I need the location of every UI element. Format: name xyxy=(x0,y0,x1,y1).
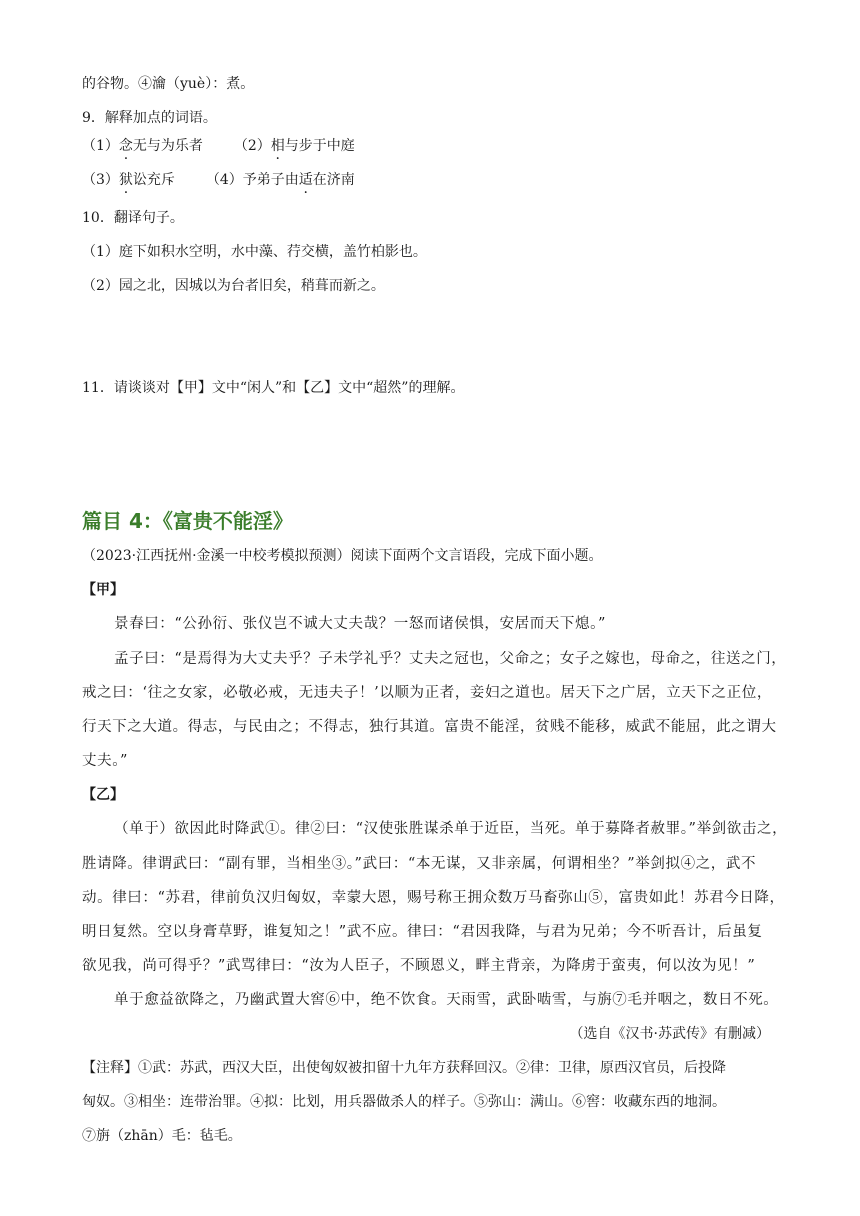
item-text: 予弟子由 xyxy=(242,172,299,188)
annotation-line: 【注释】①武：苏武，西汉大臣，出使匈奴被扣留十九年方获释回汉。②律：卫律，原西汉官员，后投降 xyxy=(82,1060,726,1076)
item-text: 在济南 xyxy=(312,172,355,188)
passage-intro: （2023·江西抚州·金溪一中校考模拟预测）阅读下面两个文言语段，完成下面小题。 xyxy=(82,548,603,564)
question-11: 11．请谈谈对【甲】文中“闲人”和【乙】文中“超然”的理解。 xyxy=(82,380,465,396)
question-9-row-1 xyxy=(82,136,355,156)
passage-line: 丈夫。” xyxy=(82,753,129,769)
passage-source: （选自《汉书·苏武传》有删减） xyxy=(569,1026,770,1042)
item-text: 讼充斥 xyxy=(132,172,175,188)
dotted-word: 适 xyxy=(298,172,313,188)
annotation-line: 匈奴。③相坐：连带治罪。④拟：比划，用兵器做杀人的样子。⑤弥山：满山。⑥窖：收藏东西的地洞。 xyxy=(82,1094,726,1110)
passage-line: 欲见我，尚可得乎？”武骂律曰：“汝为人臣子，不顾恩义，畔主背亲，为降虏于蛮夷，何以汝为见！” xyxy=(82,958,756,974)
passage-line: 景春曰：“公孙衍、张仪岂不诚大丈夫哉？一怒而诸侯惧，安居而天下熄。” xyxy=(114,616,606,632)
passage-yi-label: 【乙】 xyxy=(82,787,124,803)
passage-line: 单于愈益欲降之，乃幽武置大窖⑥中，绝不饮食。天雨雪，武卧啮雪，与旃⑦毛并咽之，数日不死。 xyxy=(114,992,779,1008)
passage-jia-label: 【甲】 xyxy=(82,582,124,598)
question-10-sentence-2: （2）园之北，因城以为台者旧矣，稍葺而新之。 xyxy=(82,278,385,294)
item-text: 无与为乐者 xyxy=(132,138,203,154)
question-10-title: 10．翻译句子。 xyxy=(82,210,184,226)
question-9-row-2 xyxy=(82,170,355,190)
dotted-word: 相 xyxy=(270,138,285,154)
passage-line: 动。律曰：“苏君，律前负汉归匈奴，幸蒙大恩，赐号称王拥众数万马畜弥山⑤，富贵如此！苏君今日降， xyxy=(82,890,785,906)
passage-line: 胜请降。律谓武曰：“副有罪，当相坐③。”武曰：“本无谋，又非亲属，何谓相坐？”举剑拟④之，武不 xyxy=(82,856,757,872)
passage-line: 戒之曰：‘往之女家，必敬必戒，无违夫子！’以顺为正者，妾妇之道也。居天下之广居，立天下之正位， xyxy=(82,685,772,701)
item-number: （3） xyxy=(82,172,119,188)
question-10-sentence-1: （1）庭下如积水空明，水中藻、荇交横，盖竹柏影也。 xyxy=(82,244,427,260)
passage-line: 孟子曰：“是焉得为大丈夫乎？子未学礼乎？丈夫之冠也，父命之；女子之嫁也，母命之，往送之门， xyxy=(114,651,787,667)
item-number: （2） xyxy=(233,138,271,154)
item-number: （1） xyxy=(82,138,119,154)
passage-line: 明日复然。空以身膏草野，谁复知之！”武不应。律曰：“君因我降，与君为兄弟；今不听吾计，后虽复 xyxy=(82,924,763,940)
item-number: （4） xyxy=(205,172,243,188)
item-text: 与步于中庭 xyxy=(284,138,355,154)
section-heading: 篇目 4：《富贵不能淫》 xyxy=(82,509,293,533)
dotted-word: 狱 xyxy=(118,172,133,188)
question-9-title: 9．解释加点的词语。 xyxy=(82,110,217,126)
passage-line: 行天下之大道。得志，与民由之；不得志，独行其道。富贵不能淫，贫贱不能移，威武不能屈，此之谓大 xyxy=(82,719,777,735)
passage-line: （单于）欲因此时降武①。律②曰：“汉使张胜谋杀单于近臣，当死。单于募降者赦罪。”举剑欲击之， xyxy=(114,821,788,837)
dotted-word: 念 xyxy=(118,138,133,154)
annotation-line: ⑦旃（zhān）毛：毡毛。 xyxy=(82,1128,242,1144)
footnote-line: 的谷物。④瀹（yuè）：煮。 xyxy=(82,76,255,92)
